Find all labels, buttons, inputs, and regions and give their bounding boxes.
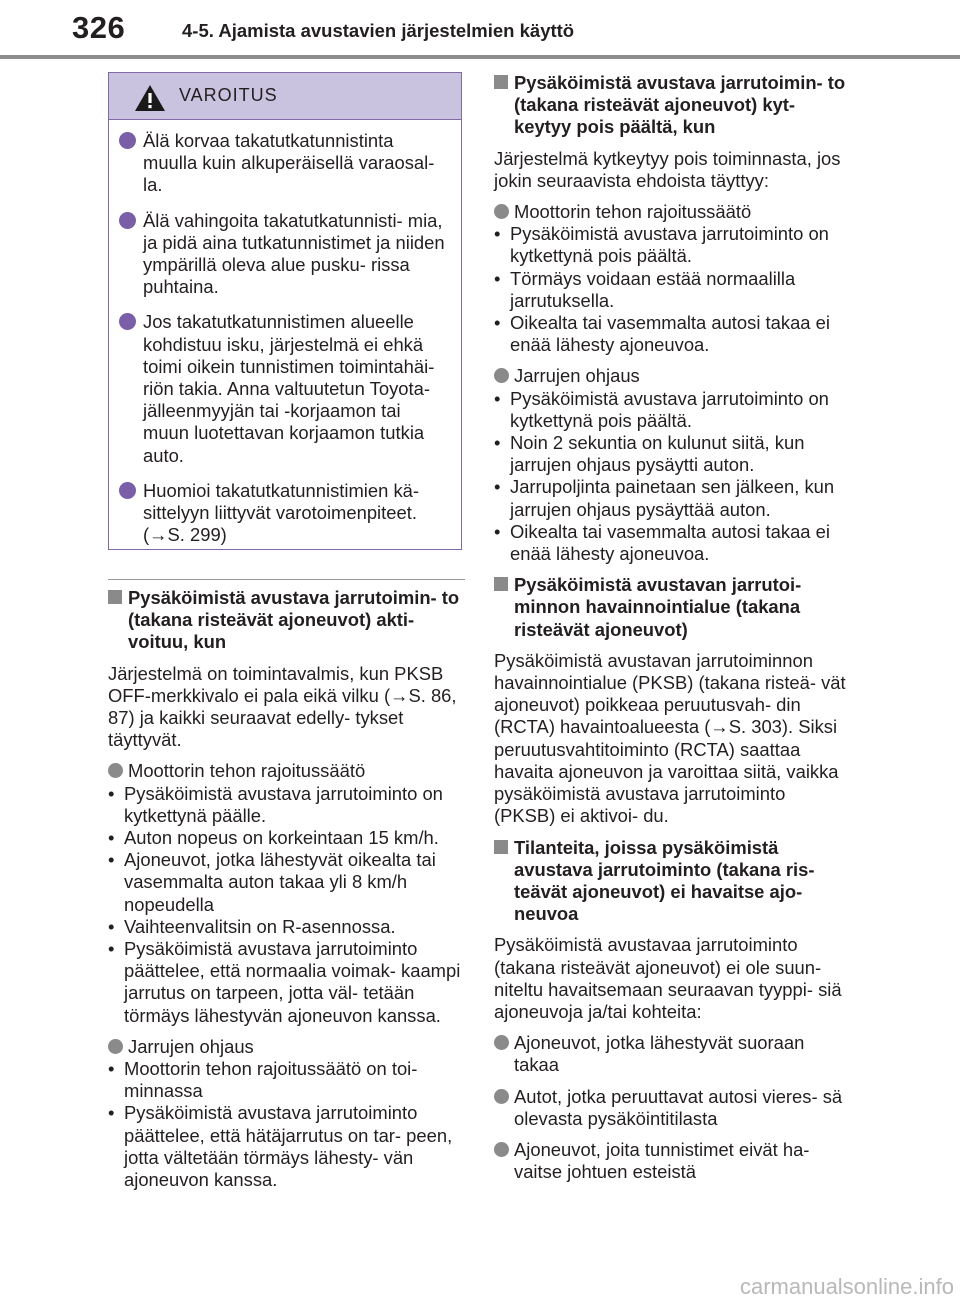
bullet-dot-icon [119,212,136,229]
bullet-dot-icon [494,1142,509,1157]
warning-triangle-icon [134,84,166,112]
watermark: carmanualsonline.info [739,1274,954,1299]
list-item: • Pysäköimistä avustava jarrutoiminto on kytkettynä pois päältä. [494,223,850,267]
bullet-dot-icon [119,482,136,499]
square-bullet-icon [494,75,508,89]
condition-list [108,783,465,1027]
list-item: • Pysäköimistä avustava jarrutoiminto on kytkettynä päälle. [108,783,465,827]
warning-item [119,130,447,197]
section-heading: Tilanteita, joissa pysäköimistä avustava jarrutoiminto (takana ris- teävät ajoneuvot) ei havaitse ajo- neuvoa [494,837,850,926]
condition-label: Jarrujen ohjaus [514,365,640,387]
bullet-dot-icon [108,1039,123,1054]
section-body: Pysäköimistä avustavan jarrutoiminnon havainnointialue (PKSB) (takana risteä- vät ajoneuvot) poikkeaa peruutusvah- din (RCTA) havaintoalueesta (→S. 303). Siksi peruutusvahtitoiminto (RCTA) saattaa havaita ajoneuvon ja varoittaa siitä, vaikka pysäköimistä avustava jarrutoiminto (PKSB) ei aktivoi- du. [494,649,846,827]
left-column [108,587,465,1200]
list-item: • Pysäköimistä avustava jarrutoiminto päättelee, että normaalia voimak- kaampi jarrutus on tarpeen, jotta väl- tetään törmäys lähestyvän ajoneuvon kanssa. [108,938,465,1027]
list-item: • Pysäköimistä avustava jarrutoiminto on kytkettynä pois päältä. [494,388,850,432]
bullet-dot-icon [494,1089,509,1104]
bullet-dot-icon [119,132,136,149]
list-item: Ajoneuvot, jotka lähestyvät suoraan takaa [494,1032,850,1076]
page-number: 326 [72,10,126,45]
bullet-dot-icon [119,313,136,330]
warning-title: VAROITUS [179,85,278,105]
warning-body [109,120,461,546]
square-bullet-icon [494,577,508,591]
list-item: Autot, jotka peruuttavat autosi vieres- sä olevasta pysäköintitilasta [494,1086,850,1130]
list-item: • Ajoneuvot, jotka lähestyvät oikealta tai vasemmalta auton takaa yli 8 km/h nopeudella [108,849,465,916]
bullet-dot-icon [494,204,509,219]
list-item: • Vaihteenvalitsin on R-asennossa. [108,916,465,938]
condition-label: Moottorin tehon rajoitussäätö [128,760,366,782]
page-header [0,0,960,62]
list-item: Ajoneuvot, joita tunnistimet eivät ha- vaitse johtuen esteistä [494,1139,850,1183]
bullet-dot-icon [108,763,123,778]
condition-list [108,1058,465,1191]
condition-group [108,760,465,1026]
right-column [494,72,850,1192]
list-item: • Oikealta tai vasemmalta autosi takaa ei enää lähesty ajoneuvoa. [494,521,850,565]
warning-box [108,72,462,550]
chapter-title: 4-5. Ajamista avustavien järjestelmien käyttö [182,20,575,41]
list-item: • Törmäys voidaan estää normaalilla jarrutuksella. [494,268,850,312]
warning-item [119,210,447,299]
list-item: • Jarrupoljinta painetaan sen jälkeen, kun jarrujen ohjaus pysäyttää auton. [494,476,850,520]
warning-item [119,311,447,466]
section-heading: Pysäköimistä avustavan jarrutoi- minnon havainnointialue (takana risteävät ajoneuvot) [494,574,850,641]
header-rule [0,55,960,59]
bullet-dot-icon [494,1035,509,1050]
section-body: Pysäköimistä avustavaa jarrutoiminto (takana risteävät ajoneuvot) ei ole suun- niteltu havaitsemaan seuraavan tyyppi- siä ajoneuvoja ja/tai kohteita: [494,934,842,1022]
square-bullet-icon [108,590,122,604]
section-heading: Pysäköimistä avustava jarrutoimin- to (takana risteävät ajoneuvot) akti- voituu, kun [108,587,465,654]
list-item: • Pysäköimistä avustava jarrutoiminto päättelee, että hätäjarrutus on tar- peen, jotta vältetään törmäys lähesty- vän ajoneuvon kanssa. [108,1102,465,1191]
condition-label: Moottorin tehon rajoitussäätö [514,201,752,223]
list-item: • Auton nopeus on korkeintaan 15 km/h. [108,827,465,849]
warning-item-text: Huomioi takatutkatunnistimien kä- sittelyyn liittyvät varotoimenpiteet. (→S. 299) [143,479,419,546]
list-item: • Moottorin tehon rajoitussäätö on toi- minnassa [108,1058,465,1102]
warning-item-text: Älä korvaa takatutkatunnistinta muulla kuin alkuperäisellä varaosal- la. [143,130,435,196]
bullet-dot-icon [494,368,509,383]
warning-header [109,73,461,120]
section-divider [108,579,465,580]
condition-group [494,365,850,565]
warning-item-text: Jos takatutkatunnistimen alueelle kohdistuu isku, järjestelmä ei ehkä toimi oikein tunnistimen toimintahäi- riön takia. Anna valtuutetun Toyota- jälleenmyyjän tai -korjaamon tai muun luotettavan korjaamon tutkia auto. [143,311,435,466]
condition-list [494,388,850,566]
section-intro: Järjestelmä on toimintavalmis, kun PKSB OFF-merkkivalo ei pala eikä vilku (→S. 86, 87) ja kaikki seuraavat edelly- tykset täyttyvät. [108,662,457,751]
square-bullet-icon [494,840,508,854]
condition-label: Jarrujen ohjaus [128,1035,254,1057]
section-intro: Järjestelmä kytkeytyy pois toiminnasta, jos jokin seuraavista ehdoista täyttyy: [494,147,841,191]
condition-group [494,201,850,356]
section-heading: Pysäköimistä avustava jarrutoimin- to (takana risteävät ajoneuvot) kyt- keytyy pois päältä, kun [494,72,850,139]
warning-item-text: Älä vahingoita takatutkatunnisti- mia, ja pidä aina tutkatunnistimet ja niiden ympärillä oleva alue pusku- rissa puhtaina. [143,209,445,298]
list-item: • Oikealta tai vasemmalta autosi takaa ei enää lähesty ajoneuvoa. [494,312,850,356]
condition-group [108,1036,465,1191]
warning-item [119,480,447,547]
condition-list [494,223,850,356]
list-item: • Noin 2 sekuntia on kulunut siitä, kun jarrujen ohjaus pysäytti auton. [494,432,850,476]
